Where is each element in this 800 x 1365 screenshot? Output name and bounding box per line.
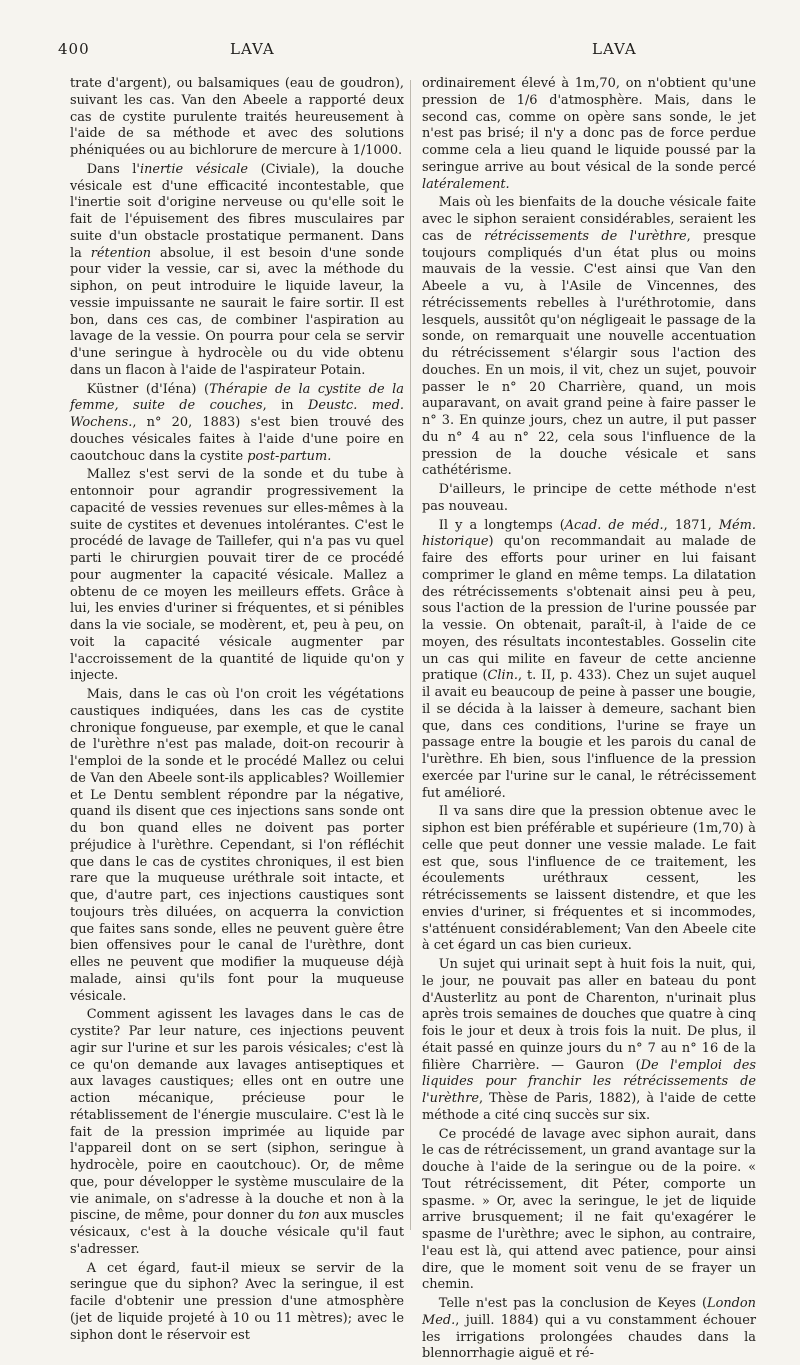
paragraph: [70, 1261, 404, 1345]
text-run: Telle n'est pas la conclusion de Keyes (: [438, 1296, 708, 1311]
text-run: absolue, il est besoin d'une sonde pour vider la vessie, car si, avec la méthode du siphon, on peut introduire le liquide laveur, la vessie impuissante ne saurait le faire sortir. Il est bon, dans ces cas, de combiner l'aspiration au lavage de la vessie. On pourra pour cela se servir d'une seringue à hydrocèle ou du vide obtenu dans un flacon à l'aide de l'aspirateur Potain.: [70, 245, 405, 378]
text-run: , 1871,: [663, 517, 719, 533]
text-run: Un sujet qui urinait sept à huit fois la nuit, qui, le jour, ne pouvait pas aller en bateau du pont d'Austerlitz au pont de Charenton, n'urinait plus après trois semaines de douches que quatre à cinq fois le jour et deux à trois fois la nuit. De plus, il était passé en quinze jours du n° 7 au n° 16 de la filière Charrière. — Gauron (: [422, 957, 756, 1073]
left-column: [70, 76, 404, 1346]
text-run: , juill. 1884) qui a vu constamment échouer les irrigations prolongées chaudes dans la blennorrhagie aiguë et ré-: [422, 1312, 756, 1362]
paragraph: [422, 804, 756, 955]
paragraph: [70, 687, 404, 1005]
text-run: A cet égard, faut-il mieux se servir de la seringue que du siphon? Avec la seringue, il est facile d'obtenir une pression d'une atmosphère (jet de liquide projeté à 10 ou 11 mètres); avec le siphon dont le réservoir est: [70, 1260, 404, 1343]
italic-text: Thérapie de la cystite de la femme, suite de couches: [70, 381, 404, 414]
text-run: , in: [262, 398, 308, 414]
italic-text: post-partum.: [247, 448, 332, 464]
italic-text: Clin.: [487, 668, 519, 684]
paragraph: [422, 1296, 756, 1363]
text-run: Comment agissent les lavages dans le cas de cystite? Par leur nature, ces injections peuvent agir sur l'urine et sur les parois vésicales; c'est là ce qu'on demande aux lavages antiseptiques et aux lavages caustiques; elles ont en outre une action mécanique, précieuse pour le rétablissement de l'énergie musculaire. C'est là le fait de la pression imprimée au liquide par l'appareil dont on se sert (siphon, seringue à hydrocèle, poire en caoutchouc). Or, de même que, pour développer le système musculaire de la vie animale, on s'adresse à la douche et non à la piscine, de même, pour donner du: [70, 1007, 404, 1224]
italic-text: London Med.: [422, 1296, 756, 1328]
right-running-title: LAVA: [592, 40, 637, 58]
text-run: trate d'argent), ou balsamiques (eau de goudron), suivant les cas. Van den Abeele a rapporté deux cas de cystite purulente traités heureusement à l'aide de sa méthode et avec des solutions phéniquées ou au bichlorure de mercure à 1/1000.: [70, 76, 404, 158]
text-run: Mallez s'est servi de la sonde et du tube à entonnoir pour agrandir progressivement la capacité de vessies revenues sur elles-mêmes à la suite de cystites et devenues intolérantes. C'est le procédé de lavage de Taillefer, qui n'a pas vu quel parti le chirurgien pouvait tirer de ce procédé pour augmenter la capacité vésicale. Mallez a obtenu de ce moyen les meilleurs effets. Grâce à lui, les envies d'uriner si fréquentes, et si pénibles dans la vie sociale, se modèrent, et, peu à peu, on voit la capacité vésicale augmenter par l'accroissement de la quantité de liquide qu'on y injecte.: [70, 467, 404, 684]
running-header: [0, 40, 800, 66]
column-divider: [410, 80, 411, 1230]
text-run: Mais, dans le cas où l'on croit les végétations caustiques indiquées, dans les cas de cystite chronique fongueuse, par exemple, et que le canal de l'urèthre n'est pas malade, doit-on recourir à l'emploi de la sonde et le procédé Mallez ou celui de Van den Abeele sont-ils applicables? Woillemier et Le Dentu semblent répondre par la négative, quand ils disent que ces injections sans sonde ont du bon quand elles ne doivent pas porter préjudice à l'urèthre. Cependant, si l'on réfléchit que dans le cas de cystites chroniques, il est bien rare que la muqueuse uréthrale soit intacte, et que, d'autre part, ces injections caustiques sont toujours très diluées, on acquerra la conviction que faites sans sonde, elles ne peuvent guère être bien offensives pour le canal de l'urèthre, dont elles ne peuvent que modifier la muqueuse déjà malade, ainsi qu'ils font pour la muqueuse vésicale.: [70, 687, 404, 1004]
text-run: Ce procédé de lavage avec siphon aurait, dans le cas de rétrécissement, un grand avantage sur la douche à l'aide de la seringue ou de la poire. « Tout rétrécissement, dit Péter, comporte un spasme. » Or, avec la seringue, le jet de liquide arrive brusquement; il ne fait qu'exagérer le spasme de l'urèthre; avec le siphon, au contraire, l'eau est là, qui attend avec patience, pour ainsi dire, que le moment soit venu de se frayer un chemin.: [422, 1126, 756, 1293]
italic-text: rétrécissements de l'urèthre: [484, 228, 687, 244]
italic-text: inertie vésicale: [139, 161, 248, 177]
text-run: , n° 20, 1883) s'est bien trouvé des douches vésicales faites à l'aide d'une poire en caoutchouc dans la cystite: [70, 415, 404, 464]
italic-text: ton: [298, 1208, 320, 1224]
paragraph: [70, 382, 404, 466]
text-run: Küstner (d'Iéna) (: [86, 381, 210, 397]
right-column: [422, 76, 756, 1365]
paragraph: [70, 162, 404, 380]
italic-text: latéralement.: [422, 176, 510, 192]
text-run: , presque toujours compliqués d'un état plus ou moins mauvais de la vessie. C'est ainsi que Van den Abeele a vu, à l'Asile de Vincennes, des rétrécissements rebelles à l'uréthrotomie, dans lesquels, aussitôt qu'on négligeait le passage de la sonde, on remarquait une nouvelle accentuation du rétrécissement s'élargir sous l'action des douches. En un mois, il vit, chez un sujet, pouvoir passer le n° 20 Charrière, quand, un mois auparavant, on avait grand peine à faire passer le n° 3. En quinze jours, chez un autre, il put passer du n° 4 au n° 22, cela sous l'influence de la pression de la douche vésicale et sans cathétérisme.: [422, 228, 756, 479]
text-run: ) qu'on recommandait au malade de faire des efforts pour uriner en lui faisant comprimer le gland en même temps. La dilatation des rétrécissements s'obtenait ainsi peu à peu, sous l'action de la pression de l'urine poussée par la vessie. On obtenait, paraît-il, à l'aide de ce moyen, des résultats incontestables. Gosselin cite un cas qui milite en faveur de cette ancienne pratique (: [422, 534, 756, 684]
text-run: Il y a longtemps (: [438, 517, 565, 533]
italic-text: De l'emploi des liquides pour franchir les rétrécissements de l'urèthre: [422, 1057, 756, 1106]
left-running-title: LAVA: [230, 40, 275, 58]
text-run: ordinairement élevé à 1m,70, on n'obtient qu'une pression de 1/6 d'atmosphère. Mais, dans le second cas, comme on opère sans sonde, le jet n'est pas brisé; il n'y a donc pas de force perdue comme cela a lieu quand le liquide poussé par la seringue arrive au bout vésical de la sonde percé: [422, 76, 756, 175]
paragraph: [422, 482, 756, 516]
text-run: Mais où les bienfaits de la douche vésicale faite avec le siphon seraient considérables, seraient les cas de: [422, 195, 756, 244]
text-run: Dans l': [86, 161, 140, 177]
paragraph: [70, 76, 404, 160]
text-run: aux muscles vésicaux, c'est à la douche vésicale qu'il faut s'adresser.: [70, 1208, 404, 1257]
italic-text: Deustc. med. Wochens.: [70, 398, 405, 430]
paragraph: [70, 467, 404, 685]
italic-text: rétention: [90, 245, 152, 261]
italic-text: Acad. de méd.: [564, 517, 664, 533]
text-run: , t. II, p. 433). Chez un sujet auquel il avait eu beaucoup de peine à passer une bougie, il se décida à la laisser à demeure, sachant bien que, dans ces conditions, l'urine se fraye un passage entre la bougie et les parois du canal de l'urèthre. Eh bien, sous l'influence de la pression exercée par l'urine sur le canal, le rétrécissement fut amélioré.: [422, 668, 756, 801]
text-run: D'ailleurs, le principe de cette méthode n'est pas nouveau.: [422, 482, 756, 514]
paragraph: [422, 195, 756, 480]
italic-text: Mém. historique: [422, 517, 756, 550]
paragraph: [70, 1007, 404, 1258]
text-run: , Thèse de Paris, 1882), à l'aide de cette méthode a cité cinq succès sur six.: [422, 1091, 756, 1123]
paragraph: [422, 76, 756, 193]
paragraph: [422, 1127, 756, 1295]
text-run: Il va sans dire que la pression obtenue avec le siphon est bien préférable et supérieure (1m,70) à celle que peut donner une vessie malade. Le fait est que, sous l'influence de ce traitement, les écoulements uréthraux cessent, les rétrécissements se laissent distendre, et que les envies d'uriner, si fréquentes et si incommodes, s'atténuent considérablement; Van den Abeele cite à cet égard un cas bien curieux.: [422, 804, 756, 954]
paragraph: [422, 957, 756, 1125]
paragraph: [422, 518, 756, 803]
page-number: 400: [58, 40, 90, 58]
text-run: (Civiale), la douche vésicale est d'une efficacité incontestable, que l'inertie soit d'origine nerveuse ou qu'elle soit le fait de l'épuisement des fibres musculaires par suite d'un obstacle prostatique permanent. Dans la: [70, 161, 404, 261]
